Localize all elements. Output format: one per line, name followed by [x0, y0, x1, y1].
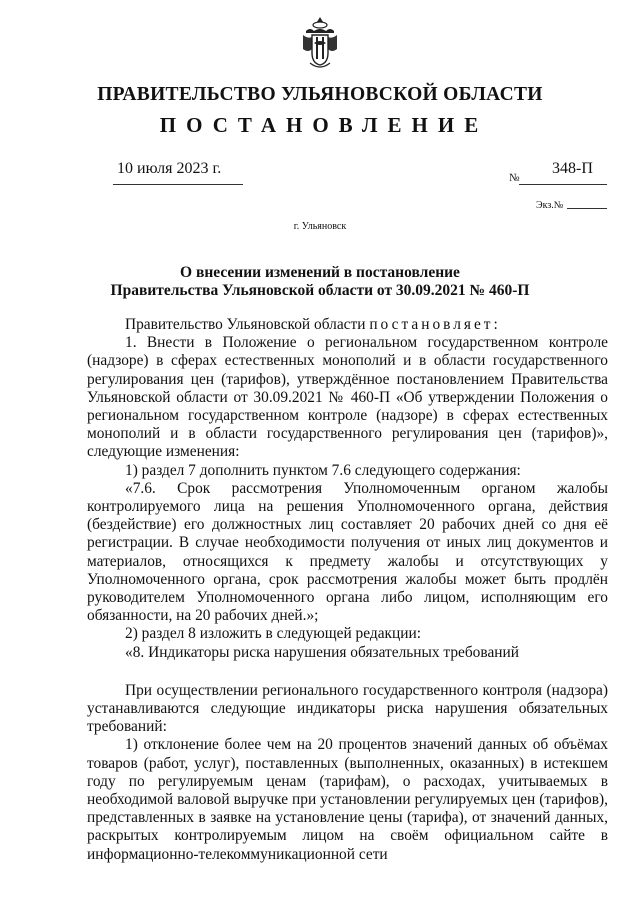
paragraph-6: При осуществлении регионального государственного контроля (надзора) устанавливаются следующие индикаторы риска нарушения обязательных требований:	[87, 681, 608, 736]
decree-number: 348-П	[552, 160, 593, 177]
document-body	[87, 316, 608, 864]
section-8-heading: «8. Индикаторы риска нарушения обязательных требований	[125, 643, 519, 661]
government-name: ПРАВИТЕЛЬСТВО УЛЬЯНОВСКОЙ ОБЛАСТИ	[97, 84, 543, 105]
paragraph-2: 1) раздел 7 дополнить пунктом 7.6 следующего содержания:	[125, 461, 521, 479]
document-title	[0, 264, 640, 300]
title-line-1: О внесении изменений в постановление	[180, 264, 460, 281]
copy-number-label: Экз.№	[536, 200, 564, 211]
intro-verb: постановляет:	[369, 316, 501, 333]
copy-number-underline	[567, 208, 607, 209]
title-line-2: Правительства Ульяновской области от 30.09.2021 № 460-П	[110, 282, 530, 299]
decree-date: 10 июля 2023 г.	[117, 160, 222, 177]
paragraph-1: 1. Внести в Положение о региональном государственном контроле (надзоре) в сферах естественных монополий и в области государственного регулирования цен (тарифов), утверждённое постановлением Правительства Ульяновской области от 30.09.2021 № 460-П «Об утверждении Положения о региональном государственном контроле (надзоре) в сферах естественных монополий и в области государственного регулирования цен (тарифов)», следующие изменения:	[87, 334, 608, 461]
intro-paragraph	[87, 316, 608, 334]
number-label: №	[509, 172, 520, 184]
intro-subject: Правительство Ульяновской области	[125, 316, 370, 333]
paragraph-4: 2) раздел 8 изложить в следующей редакции:	[125, 625, 421, 643]
date-underline	[113, 184, 243, 185]
document-type: ПОСТАНОВЛЕНИЕ	[159, 113, 489, 137]
paragraph-gap	[87, 662, 608, 682]
paragraph-7: 1) отклонение более чем на 20 процентов значений данных об объёмах товаров (работ, услуг), поставленных (выполненных, оказанных) в истекшем году по регулируемым ценам (тарифам), о расходах, учитываемых в необходимой валовой выручке при установлении регулируемых цен (тарифов), представленных в заявке на установление цены (тарифа), от значений данных, раскрытых контролируемым лицом на своём официальном сайте в информационно-телекоммуникационной сети	[87, 736, 608, 863]
city: г. Ульяновск	[293, 221, 347, 232]
paragraph-3: «7.6. Срок рассмотрения Уполномоченным органом жалобы контролируемого лица на решения Уполномоченного органа, действия (бездействие) его должностных лиц составляет 20 рабочих дней со дня её регистрации. В случае необходимости получения от иных лиц документов и материалов, относящихся к предмету жалобы и отсутствующих у Уполномоченного органа, срок рассмотрения жалобы может быть продлён руководителем Уполномоченного органа либо лицом, исполняющим его обязанности, на 20 рабочих дней.»;	[87, 479, 608, 625]
coat-of-arms-emblem	[300, 15, 340, 71]
number-underline	[519, 184, 607, 185]
